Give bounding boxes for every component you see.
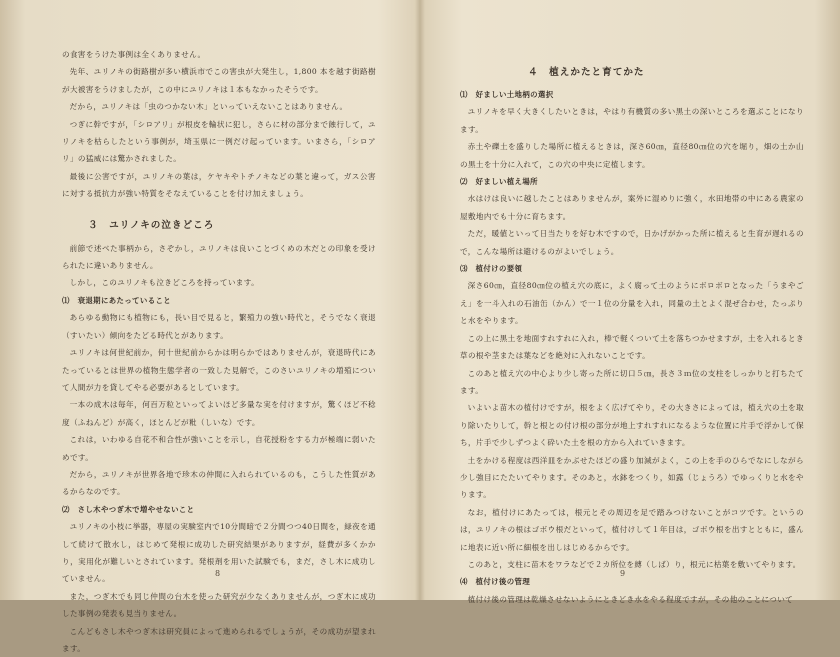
paragraph: この上に黒土を地面すれすれに入れ，棒で軽くついて土を落ちつかせますが，土を入れるとき草の根や茎または葉などを絶対に入れないことです。 <box>460 333 804 361</box>
right-page <box>420 0 840 604</box>
paragraph: こんどもさし木やつぎ木は研究員によって進められるでしょうが，その成功が望まれます。 <box>62 626 376 653</box>
subsection-heading: ⑵ 好ましい植え場所 <box>460 177 538 187</box>
paragraph: 植付け後の管理は乾燥させないようにときどき水をやる程度ですが，その他のことについて <box>467 594 794 604</box>
paragraph: 最後に公害ですが，ユリノキの葉は，ケヤキやトチノキなどの葉と違って，ガス公害に対する抵抗力が強い特質をそなえていることを付け加えましょう。 <box>62 171 376 199</box>
paragraph: このあと，支柱に苗木をワラなどで２カ所位を縛（しば）り，根元に枯葉を敷いてやります。 <box>467 559 801 569</box>
subsection-heading: ⑴ 衰退期にあたっていること <box>62 295 172 305</box>
paragraph: 深さ60㎝，直径80㎝位の植え穴の底に，よく腐って土のようにボロボロとなった「うまやごえ」を一斗入れの石油缶（かん）で一１位の分量を入れ，同量の土とよく混ぜ合わせ，たっぷりと水をやります。 <box>460 281 804 326</box>
paragraph: 水はけは良いに越したことはありませんが，案外に湿めりに強く，水田地帯の中にある農家の屋敷地内でも十分に育ちます。 <box>460 194 804 221</box>
paragraph: の食害をうけた事例は全くありません。 <box>62 50 206 59</box>
paragraph: これは，いわゆる自花不和合性が強いことを示し，自花授粉をする力が極端に弱いためです。 <box>62 435 376 462</box>
paragraph: つぎに幹ですが，「シロアリ」が根皮を輪状に犯し，さらに材の部分まで蝕行して，ユリノキを枯らしたという事例が，埼玉県に一例だけ起っています。いまさら，「シロアリ」の猛威には驚かされました。 <box>62 119 376 164</box>
paragraph: 一本の成木は毎年，何百万粒といってよいほど多量な実を付けますが，驚くほど不稔度（ふねんど）が高く，ほとんどが粃（しいな）です。 <box>62 400 376 427</box>
subsection-heading: ⑶ 植付けの要領 <box>460 264 523 274</box>
paragraph: ただ，暖値といって日当たりを好む木ですので，日かげがかった所に植えると生育が遅れるので，こんな場所は避けるのがよいでしょう。 <box>460 229 804 256</box>
paragraph: いよいよ苗木の植付けですが，根をよく広げてやり，その大きさによっては，植え穴の土を取り除いたりして，幹と根との付け根の部分が地上すれすれになるような位置に片手で浮かして保ち，片手で少しずつよく砕いた土を根の方から入れていきます。 <box>460 403 804 448</box>
subsection-heading: ⑷ 植付け後の管理 <box>460 577 531 587</box>
left-page <box>0 0 420 653</box>
paragraph: なお，植付けにあたっては，根元とその周辺を足で踏みつけないことがコツです。というのは，ユリノキの根はゴボウ根だといって，植付けして１年目は，ゴボウ根を出すとともに，盛んに地表に近い所に細根を出しはじめるからです。 <box>460 507 804 552</box>
subsection-heading: ⑵ さし木やつぎ木で増やせないこと <box>62 504 195 514</box>
paragraph: ユリノキを早く大きくしたいときは，やはり有機質の多い黒土の深いところを選ぶことになります。 <box>460 107 804 134</box>
paragraph: あらゆる動物にも植物にも，長い目で見ると，繁殖力の強い時代と，そうでなく衰退（すいたい）傾向をたどる時代とがあります。 <box>62 313 376 340</box>
paragraph: このあと植え穴の中心より少し寄った所に切口５㎝，長さ３ｍ位の支柱をしっかりと打ちたてます。 <box>460 368 804 395</box>
paragraph: 先年、ユリノキの街路樹が多い横浜市でこの害虫が大発生し，1,800 本を越す街路樹が大被害をうけましたが，この中にユリノキは１本もなかったそうです。 <box>62 67 376 94</box>
paragraph: ユリノキの小枝に挙器，専屋の実験室内で10分間暗で２分間つつ40日間を，緑夜を通して続けて散水し，はじめて発根に成功した研究結果がありますが，経費が多くかかり，実用化が難しいとされています。発根剤を用いた試験でも，まだ，さし木に成功していません。 <box>62 522 376 584</box>
paragraph: だから，ユリノキは「虫のつかない木」といっていえないことはありません。 <box>69 102 348 112</box>
paragraph: だから，ユリノキが世界各地で珍木の仲間に入れられているのも，こうした性質があるからなのです。 <box>62 469 376 497</box>
section-heading: ４ 植えかたと育てかた <box>528 67 645 78</box>
subsection-heading: ⑴ 好ましい土地柄の選択 <box>460 90 554 99</box>
paragraph: しかし，このユリノキも泣きどころを持っています。 <box>69 278 260 288</box>
paragraph: ユリノキは何世紀前か，何十世紀前からかは明らかではありませんが，衰退時代にあたっているとは世界の植物生態学者の一致した見解で，このさいユリノキの増殖について人間が力を貸してやる必要があるとしています。 <box>62 348 376 392</box>
paragraph: また，つぎ木でも同じ仲間の台木を使った研究が少なくありませんが，つぎ木に成功した事例の発表も見当りません。 <box>62 591 376 619</box>
paragraph: 前節で述べた事柄から，さぞかし，ユリノキは良いことづくめの木だとの印象を受けられたに違いありません。 <box>62 243 376 271</box>
page-number: 8 <box>215 569 221 578</box>
paragraph: 赤土や礫土を盛りした場所に植えるときは，深さ60㎝，直径80㎝位の穴を堀り，畑の土か山の黒土を十分に入れて，この穴の中央に定植します。 <box>460 142 804 169</box>
paragraph: 土をかける程度は西洋皿をかぶせたほどの盛り加減がよく，この上を手のひらでなにしながら少し強目にたたいてやります。そのあと，水鉢をつくり，如露（じょうろ）でゆっくりと水をやります。 <box>460 455 804 500</box>
section-heading: ３ ユリノキの泣きどころ <box>88 219 215 231</box>
page-number: 9 <box>620 569 626 578</box>
